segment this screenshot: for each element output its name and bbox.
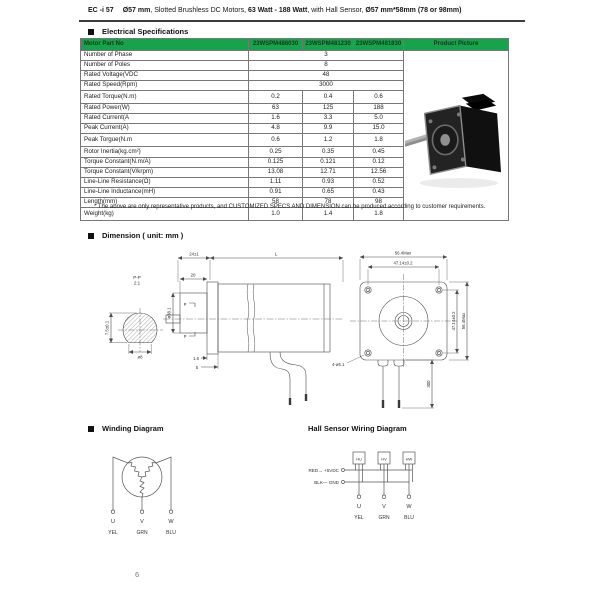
terminal-w — [407, 495, 410, 498]
section-title-text: Electrical Specifications — [102, 27, 189, 36]
spec-value: 78 — [303, 198, 354, 208]
dim-flange-thk: 5 — [195, 365, 199, 370]
spec-value: 98 — [354, 198, 404, 208]
dim-shaft-dia: ø8 — [137, 354, 143, 360]
section-marker — [189, 332, 195, 336]
winding-labels — [108, 519, 176, 536]
spec-value: 0.4 — [303, 91, 354, 104]
page-number: 6 — [135, 570, 140, 579]
spec-label: Length(mm) — [81, 198, 249, 208]
dim-bolt-span: 47.14±0.2 — [393, 260, 413, 266]
scale-label: 2:1 — [133, 280, 141, 286]
spec-value: 1.4 — [303, 208, 354, 221]
color-w-label: BLU — [404, 515, 414, 521]
spec-value: 4.8 — [249, 124, 303, 134]
winding-diagram — [90, 450, 280, 545]
spec-label: Rotor Inertia(kg.cm²) — [81, 147, 249, 158]
dim-height-max: 56.4Max — [461, 312, 466, 330]
spec-value: 0.93 — [303, 178, 354, 188]
section-label: P-P — [133, 275, 141, 280]
terminal-w — [169, 510, 172, 513]
section-bullet-icon — [88, 29, 94, 35]
table-row — [81, 51, 509, 61]
spec-value: 1.2 — [303, 134, 354, 147]
bolt-hole-inner — [366, 351, 369, 354]
spec-value: 125 — [303, 104, 354, 114]
motor-screw — [461, 157, 465, 161]
spec-value: 0.6 — [249, 134, 303, 147]
motor-wire — [270, 352, 290, 398]
terminal-v — [140, 510, 143, 513]
spec-value: 0.45 — [354, 147, 404, 158]
color-v-label: GRN — [378, 515, 390, 521]
section-electrical-specs — [88, 27, 188, 36]
table-footnote: * The above are only representative products, and CUSTOMIZED SPECS AND DIMENSION can be produced according to customer requirements. — [94, 204, 486, 210]
spec-label: Number of Poles — [81, 61, 249, 71]
dimension-drawing — [80, 248, 530, 420]
spec-value: 5.0 — [354, 114, 404, 124]
spec-label: Peak Torgue(N.m — [81, 134, 249, 147]
spec-value: 63 — [249, 104, 303, 114]
front-boss — [180, 293, 207, 333]
vcc-label: RED→ +5VDC — [308, 467, 339, 473]
spec-value: 1.6 — [249, 114, 303, 124]
header-divider — [79, 20, 525, 22]
spec-label: Rated Current(A — [81, 114, 249, 124]
phase-u-label: U — [111, 519, 115, 525]
spec-value: 0.65 — [303, 188, 354, 198]
spec-value: 9.9 — [303, 124, 354, 134]
terminal-v — [382, 495, 385, 498]
wire-terminal — [289, 398, 291, 405]
spec-value-merged: 3000 — [249, 81, 404, 91]
spec-label: Rated Speed(Rpm) — [81, 81, 249, 91]
spec-label: Line-Line Inductance(mH) — [81, 188, 249, 198]
winding-coil-u — [128, 463, 142, 478]
hall-schematic — [342, 452, 416, 498]
product-picture-cell — [404, 51, 509, 221]
section-winding — [88, 424, 164, 433]
spec-label: Torque Constant(V/krpm) — [81, 168, 249, 178]
section-hall — [308, 424, 407, 433]
dim-wire-length: 300 — [426, 380, 431, 388]
break-line — [247, 284, 249, 352]
hall-hv-label: HV — [381, 456, 387, 462]
dim-bolt-span-v: 47.14±0.2 — [451, 311, 456, 331]
phase-u-label: U — [357, 504, 361, 510]
wire-terminal — [382, 400, 384, 408]
wire-terminal — [398, 400, 400, 408]
phase-w-label: W — [406, 504, 412, 510]
wire-grommet — [378, 360, 388, 366]
wire-terminal — [305, 394, 307, 401]
spec-value: 12.56 — [354, 168, 404, 178]
hall-sensor-diagram — [290, 435, 470, 545]
front-view — [332, 251, 469, 409]
spec-value: 0.125 — [249, 158, 303, 168]
terminal-u — [357, 495, 360, 498]
hall-hw-label: HW — [405, 456, 413, 462]
section-title-text: Hall Sensor Wiring Diagram — [308, 424, 407, 433]
spec-label: Peak Current(A) — [81, 124, 249, 134]
spec-value: 0.2 — [249, 91, 303, 104]
spec-label: Number of Phase — [81, 51, 249, 61]
spec-value-merged: 3 — [249, 51, 404, 61]
col-header-model-3: 23WSPM481830 — [354, 39, 404, 51]
motor-body-group — [405, 93, 501, 173]
spec-value: 0.12 — [354, 158, 404, 168]
spec-label: Rated Torque(N.m) — [81, 91, 249, 104]
motor-screw — [457, 112, 461, 116]
color-v-label: GRN — [136, 530, 148, 536]
dim-shaft-flat: 7.5±0.1 — [104, 320, 110, 336]
section-title-text: Dimension ( unit: mm ) — [102, 231, 184, 240]
motor-screw — [432, 165, 436, 169]
break-line — [253, 284, 255, 352]
hall-labels — [308, 456, 414, 521]
section-dimension — [88, 231, 183, 240]
motor-side-face — [460, 105, 501, 172]
motor-wire — [280, 352, 306, 394]
side-view — [163, 252, 343, 406]
section-bullet-icon — [88, 233, 94, 239]
winding-schematic — [111, 457, 172, 513]
col-header-model-1: 23WSPM486030 — [249, 39, 303, 51]
spec-value: 13.08 — [249, 168, 303, 178]
shaft-section-view — [105, 275, 164, 360]
motor-shaft-hub — [440, 134, 450, 146]
gnd-terminal — [342, 481, 345, 484]
spec-value: 1.11 — [249, 178, 303, 188]
dim-register: 1.6 — [193, 356, 199, 361]
dim-width-max: 56.4Max — [394, 250, 412, 256]
doc-title-size: Ø57 mm — [122, 7, 151, 14]
leader-line — [347, 355, 364, 363]
spec-label: Rated Voltage(VDC — [81, 71, 249, 81]
electrical-spec-table — [80, 38, 509, 221]
spec-value: 0.43 — [354, 188, 404, 198]
section-bullet-icon — [88, 426, 94, 432]
section-marker — [189, 303, 195, 307]
spec-value: 58 — [249, 198, 303, 208]
spec-value: 1.0 — [249, 208, 303, 221]
spec-value: 12.71 — [303, 168, 354, 178]
doc-title-mid2: , with Hall Sensor, — [307, 7, 366, 14]
spec-value: 188 — [354, 104, 404, 114]
spec-value: 1.8 — [354, 134, 404, 147]
doc-title — [88, 6, 533, 15]
spec-label: Rated Power(W) — [81, 104, 249, 114]
spec-label: Line-Line Resistance(Ω) — [81, 178, 249, 188]
spec-label: Weight(kg) — [81, 208, 249, 221]
col-header-model-2: 23WSPM481230 — [303, 39, 354, 51]
motor-screw — [429, 119, 433, 123]
spec-value: 1.8 — [354, 208, 404, 221]
dim-pilot-dia: ø38.1 — [166, 307, 172, 319]
hall-hu-label: HU — [356, 456, 362, 462]
doc-title-dims: Ø57 mm*58mm (78 or 98mm) — [365, 7, 462, 14]
winding-coil-w — [140, 477, 144, 497]
bolt-hole-inner — [437, 288, 440, 291]
spec-value: 3.3 — [303, 114, 354, 124]
spec-value: 0.6 — [354, 91, 404, 104]
doc-title-mid1: , Slotted Brushless DC Motors, — [150, 7, 248, 14]
dim-boss-length: 20 — [190, 272, 196, 278]
bolt-hole-inner — [437, 351, 440, 354]
gnd-label: BLK— GND — [314, 479, 339, 485]
spec-label: Torque Constant(N.m/A) — [81, 158, 249, 168]
vcc-terminal — [342, 469, 345, 472]
spec-value: 0.52 — [354, 178, 404, 188]
dim-holes: 4-ø5.1 — [332, 362, 345, 367]
spec-value: 0.121 — [303, 158, 354, 168]
wire-grommet — [394, 360, 404, 366]
spec-value: 0.25 — [249, 147, 303, 158]
section-title-text: Winding Diagram — [102, 424, 164, 433]
color-w-label: BLU — [166, 530, 176, 536]
flange — [207, 282, 218, 354]
winding-coil-v — [142, 463, 156, 478]
color-u-label: YEL — [108, 530, 118, 536]
section-p2: P — [183, 334, 187, 339]
motor-shadow — [420, 178, 498, 188]
col-header-picture: Product Picture — [404, 39, 509, 51]
phase-w-label: W — [168, 519, 174, 525]
col-header-part-no: Motor Part No — [81, 39, 249, 51]
spec-value: 15.0 — [354, 124, 404, 134]
phase-v-label: V — [140, 519, 144, 525]
doc-title-power: 63 Watt - 188 Watt — [247, 7, 308, 14]
dim-body-length: L — [274, 251, 278, 257]
spec-value-merged: 48 — [249, 71, 404, 81]
spec-value: 0.91 — [249, 188, 303, 198]
doc-title-model: EC -i 57 — [88, 7, 114, 14]
spec-value-merged: 8 — [249, 61, 404, 71]
phase-v-label: V — [382, 504, 386, 510]
color-u-label: YEL — [354, 515, 364, 521]
section-p1: P — [183, 302, 187, 307]
bolt-hole-inner — [366, 288, 369, 291]
motor-housing — [218, 284, 330, 352]
terminal-u — [111, 510, 114, 513]
dim-front-length: 24±1 — [189, 251, 199, 257]
product-photo-motor — [405, 80, 503, 192]
table-header-row — [81, 39, 509, 51]
spec-value: 0.35 — [303, 147, 354, 158]
